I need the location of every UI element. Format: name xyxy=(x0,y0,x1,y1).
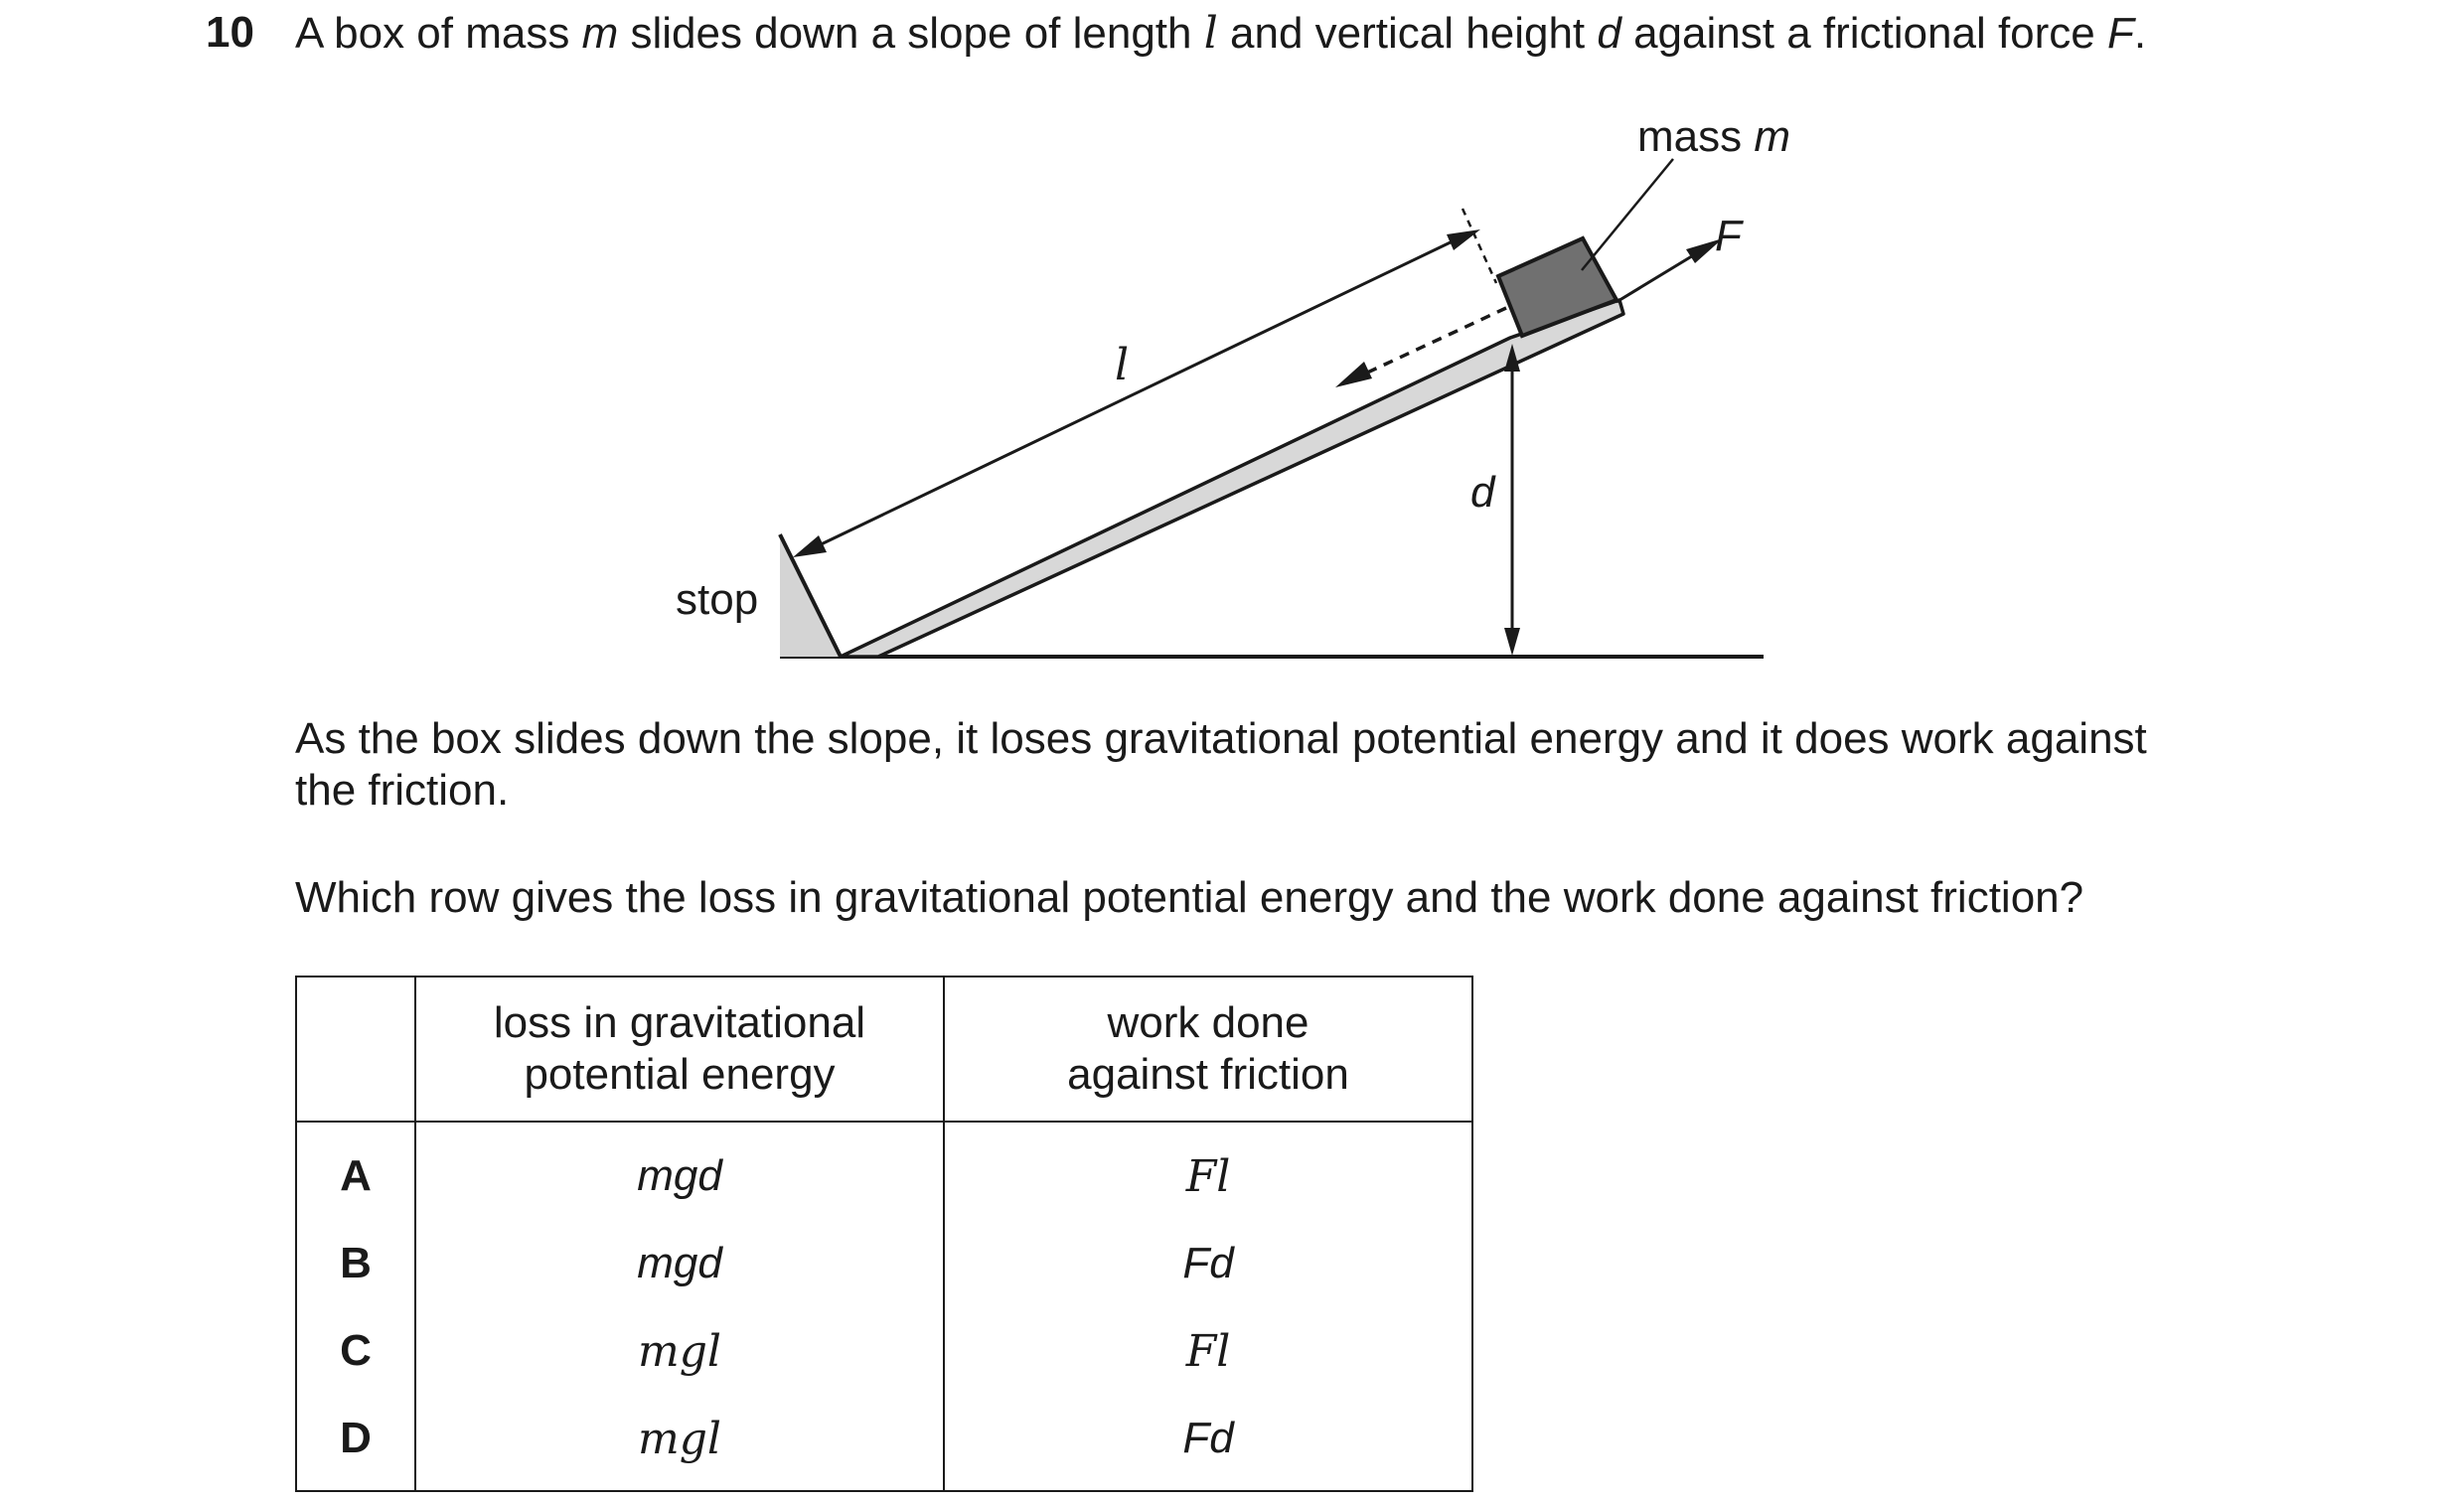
stem-text-3: and vertical height xyxy=(1217,9,1598,58)
paragraph-energy xyxy=(295,713,2147,817)
stem-text-5: . xyxy=(2133,9,2147,58)
length-label: l xyxy=(1115,340,1130,390)
length-arrowhead-top xyxy=(1447,229,1480,250)
question-number: 10 xyxy=(206,8,254,57)
mass-label-symbol: m xyxy=(1754,112,1791,161)
stem-force-symbol: F xyxy=(2107,9,2134,58)
table-header-work: work done against friction xyxy=(944,977,1472,1122)
slope-diagram xyxy=(0,0,2464,695)
option-letter: D xyxy=(296,1395,415,1491)
force-label: F xyxy=(1715,212,1742,260)
mass-label: mass m xyxy=(1637,112,1791,161)
stem-length-symbol: l xyxy=(1203,8,1218,59)
height-label: d xyxy=(1470,468,1495,517)
length-arrow-line xyxy=(815,239,1457,547)
stem-height-symbol: d xyxy=(1597,9,1621,58)
paragraph-energy-line-2: the friction. xyxy=(295,766,510,815)
option-letter: C xyxy=(296,1307,415,1395)
option-work: Fl xyxy=(944,1122,1472,1220)
stem-text-1: A box of mass xyxy=(295,9,582,58)
length-end-dashed-line xyxy=(1463,209,1496,283)
stem-text-2: slides down a slope of length xyxy=(618,9,1204,58)
option-work: Fd xyxy=(944,1220,1472,1307)
stem-text-4: against a frictional force xyxy=(1620,9,2107,58)
mass-leader-line xyxy=(1582,159,1673,270)
table-row[interactable] xyxy=(296,1395,1472,1491)
stop-label: stop xyxy=(676,575,759,624)
question-prompt: Which row gives the loss in gravitational potential energy and the work done against friction? xyxy=(295,873,2084,922)
table-row[interactable] xyxy=(296,1307,1472,1395)
height-arrowhead-bottom xyxy=(1504,628,1520,656)
table-row[interactable] xyxy=(296,1220,1472,1307)
option-letter: B xyxy=(296,1220,415,1307)
option-gpe: mgd xyxy=(415,1122,944,1220)
stem-mass-symbol: m xyxy=(581,9,619,58)
motion-arrowhead xyxy=(1335,362,1372,387)
length-arrowhead-bottom xyxy=(793,535,827,557)
answer-table xyxy=(295,976,1473,1492)
option-gpe: mgl xyxy=(415,1395,944,1491)
table-row[interactable] xyxy=(296,1122,1472,1220)
force-arrow-line xyxy=(1617,254,1695,302)
option-gpe: mgd xyxy=(415,1220,944,1307)
paragraph-energy-line-1: As the box slides down the slope, it loses gravitational potential energy and it does work against xyxy=(295,714,2147,763)
table-header-blank xyxy=(296,977,415,1122)
table-header-gpe: loss in gravitational potential energy xyxy=(415,977,944,1122)
option-work: Fd xyxy=(944,1395,1472,1491)
option-gpe: mgl xyxy=(415,1307,944,1395)
table-header-row xyxy=(296,977,1472,1122)
option-work: Fl xyxy=(944,1307,1472,1395)
option-letter: A xyxy=(296,1122,415,1220)
